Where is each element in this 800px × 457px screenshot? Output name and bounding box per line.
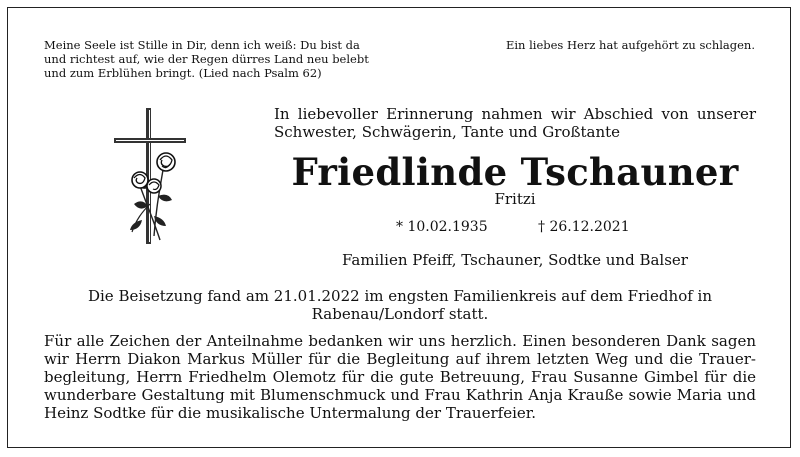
psalm-quote: Meine Seele ist Stille in Dir, denn ich weiß: Du bist da und richtest auf, wie der Regen dürres Land neu belebt und zum Erblühen bringt. (Lied nach Psalm 62) bbox=[44, 38, 369, 80]
families-line: Familien Pfeiff, Tschauner, Sodtke und Balser bbox=[342, 251, 688, 269]
funeral-notice: Die Beisetzung fand am 21.01.2022 im engsten Familienkreis auf dem Friedhof in Rabenau/Londorf statt. bbox=[87, 287, 713, 323]
intro-text: In liebevoller Erinnerung nahmen wir Abschied von unserer Schwester, Schwägerin, Tante und Großtante bbox=[274, 105, 756, 141]
nickname: Fritzi bbox=[494, 190, 536, 208]
deceased-name: Friedlinde Tschauner bbox=[291, 150, 739, 194]
death-date: † 26.12.2021 bbox=[538, 219, 630, 235]
heart-quote: Ein liebes Herz hat aufgehört zu schlagen. bbox=[505, 38, 755, 52]
birth-date: * 10.02.1935 bbox=[396, 219, 488, 235]
cross-with-roses-icon bbox=[114, 108, 194, 250]
thanks-text: Für alle Zeichen der Anteilnahme bedanken wir uns herzlich. Einen besonderen Dank sagen wir Herrn Diakon Markus Müller für die Begleitung auf ihrem letzten Weg und die Trauer- begleitung, Herrn Friedhelm Olemotz für die gute Betreuung, Frau Susanne Gimbel für die wunderbare Gestaltung mit Blumenschmuck und Frau Kathrin Anja Krauße sowie Maria und Heinz Sodtke für die musikalische Untermalung der Trauerfeier. bbox=[44, 332, 756, 422]
